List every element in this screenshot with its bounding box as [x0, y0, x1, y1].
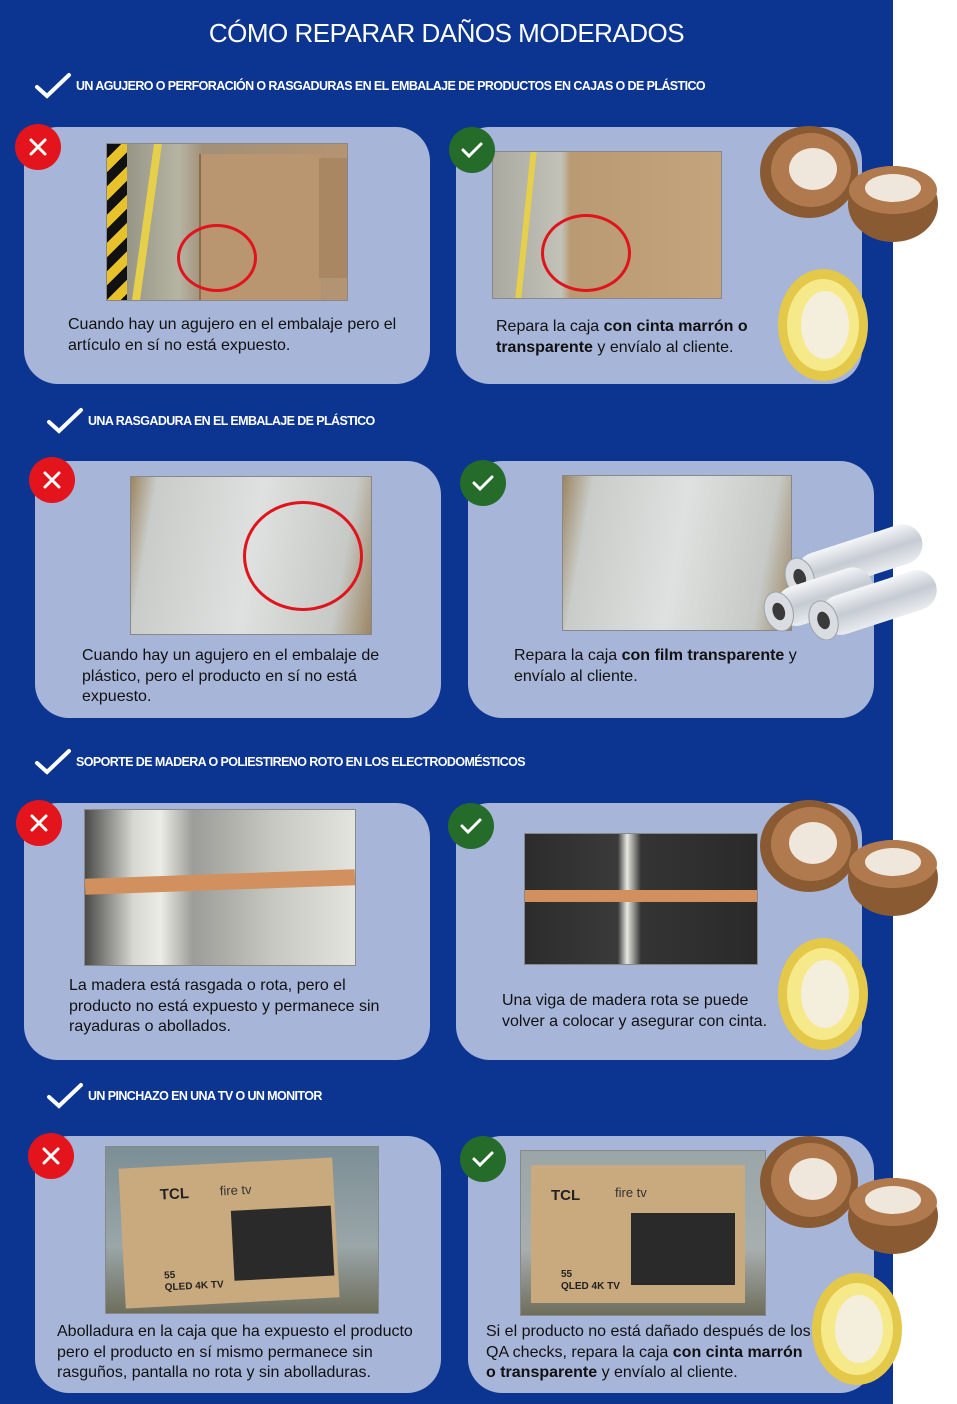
tv-box — [531, 1165, 745, 1303]
bad-example-card-2 — [35, 461, 441, 718]
check-badge-icon — [448, 803, 494, 849]
tv-brand: TCL — [551, 1187, 581, 1204]
x-badge-icon — [15, 124, 61, 170]
section-heading-text: UN AGUJERO O PERFORACIÓN O RASGADURAS EN EL EMBALAJE DE PRODUCTOS EN CAJAS O DE PLÁSTICO — [76, 79, 705, 93]
checkmark-icon — [34, 72, 72, 100]
plastic-wrap-photo — [130, 476, 372, 635]
tv-sub-brand: fire tv — [219, 1181, 252, 1199]
section-heading-text: UNA RASGADURA EN EL EMBALAJE DE PLÁSTICO — [88, 414, 375, 428]
tv-box-photo — [105, 1146, 379, 1314]
stretch-film-roll-icon — [760, 516, 942, 640]
repair-highlight-circle — [541, 214, 631, 292]
tv-size: 55 — [561, 1269, 573, 1280]
clear-tape-roll-icon — [810, 1270, 904, 1388]
good-caption: Repara la caja con film transparente y envíalo al cliente. — [514, 647, 797, 685]
check-badge-icon — [460, 1136, 506, 1182]
wood-beam — [525, 890, 757, 902]
brown-tape-roll-icon — [846, 834, 940, 918]
check-badge-icon — [460, 460, 506, 506]
good-caption: Si el producto no está dañado después de los QA checks, repara la caja con cinta marrón o transparente y envíalo al cliente. — [486, 1323, 811, 1381]
check-badge-icon — [449, 127, 495, 173]
damaged-box-photo — [106, 143, 348, 301]
bad-caption: La madera está rasgada o rota, pero el producto no está expuesto y permanece sin rayaduras o abollados. — [69, 977, 380, 1035]
floor-line — [132, 144, 162, 300]
x-badge-icon — [28, 1133, 74, 1179]
tv-model: QLED 4K TV — [164, 1279, 224, 1294]
tv-size: 55 — [163, 1269, 176, 1282]
section-heading-4 — [46, 1082, 322, 1110]
checkmark-icon — [46, 1082, 84, 1110]
checkmark-icon — [46, 407, 84, 435]
section-heading-text: UN PINCHAZO EN UNA TV O UN MONITOR — [88, 1089, 322, 1103]
bad-example-card-4 — [35, 1136, 441, 1393]
section-heading-2 — [46, 407, 375, 435]
damage-highlight-circle — [243, 501, 363, 611]
brown-tape-roll-icon — [758, 122, 860, 222]
brown-tape-roll-icon — [758, 1132, 860, 1232]
section-heading-1 — [34, 72, 705, 100]
x-badge-icon — [29, 457, 75, 503]
brown-tape-roll-icon — [846, 1172, 940, 1256]
damage-highlight-circle — [177, 224, 257, 292]
hazard-stripe — [107, 144, 127, 300]
good-caption: Repara la caja con cinta marrón o transparente y envíalo al cliente. — [496, 318, 748, 356]
good-caption: Una viga de madera rota se puede volver a colocar y asegurar con cinta. — [502, 992, 768, 1030]
repaired-tv-box-photo — [520, 1150, 766, 1316]
brown-tape-roll-icon — [758, 796, 860, 896]
checkmark-icon — [34, 748, 72, 776]
tv-screen-print — [631, 1213, 735, 1285]
tv-brand: TCL — [159, 1185, 190, 1204]
retaped-wood-photo — [524, 833, 758, 965]
bad-caption: Abolladura en la caja que ha expuesto el producto pero el producto en sí mismo permanece sin rasguños, pantalla no rota y sin abolladuras. — [57, 1323, 413, 1381]
clear-tape-roll-icon — [776, 266, 870, 384]
x-badge-icon — [16, 800, 62, 846]
repaired-box-photo — [492, 151, 722, 299]
section-heading-3 — [34, 748, 525, 776]
tv-model: QLED 4K TV — [561, 1281, 620, 1292]
tv-box — [118, 1157, 339, 1308]
tv-screen-print — [231, 1206, 335, 1281]
cardboard-box-side — [319, 158, 348, 278]
bad-example-card-1 — [24, 127, 430, 384]
wood-beam — [85, 869, 355, 894]
clear-tape-roll-icon — [776, 935, 870, 1053]
bad-caption: Cuando hay un agujero en el embalaje pero el artículo en sí no está expuesto. — [68, 316, 397, 354]
section-heading-text: SOPORTE DE MADERA O POLIESTIRENO ROTO EN LOS ELECTRODOMÉSTICOS — [76, 755, 525, 769]
rewrapped-photo — [562, 475, 792, 631]
bad-example-card-3 — [24, 803, 430, 1060]
page-title: CÓMO REPARAR DAÑOS MODERADOS — [208, 18, 685, 48]
floor-line — [515, 152, 536, 298]
brown-tape-roll-icon — [846, 160, 940, 244]
broken-wood-photo — [84, 809, 356, 966]
bad-caption: Cuando hay un agujero en el embalaje de plástico, pero el producto en sí no está expuesto. — [82, 647, 380, 705]
tv-sub-brand: fire tv — [615, 1185, 647, 1200]
